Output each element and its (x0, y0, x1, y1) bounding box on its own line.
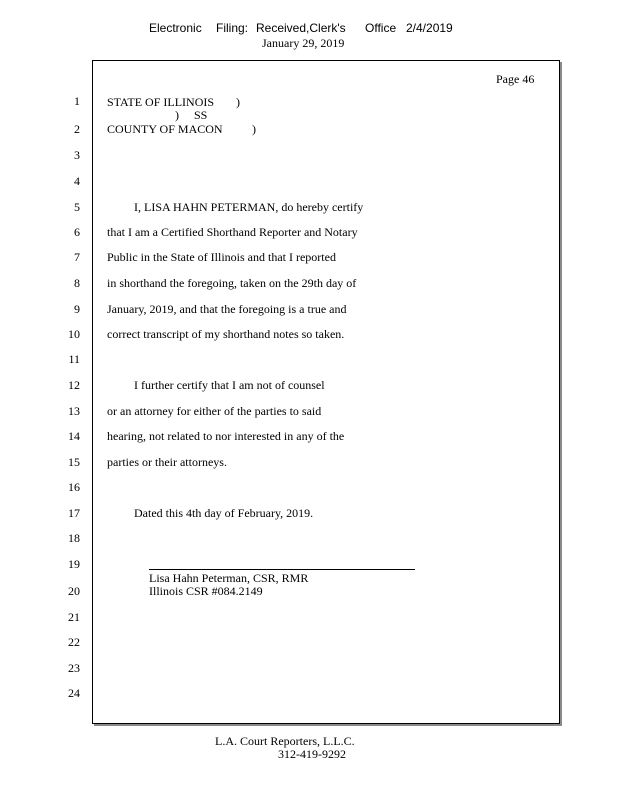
caption-paren: ) (236, 95, 240, 109)
line-number: 3 (74, 148, 80, 162)
line-number: 5 (74, 200, 80, 214)
certificate-line: correct transcript of my shorthand notes so taken. (107, 327, 345, 341)
certificate-line: January, 2019, and that the foregoing is a true and (107, 302, 347, 316)
line-number: 1 (74, 94, 80, 108)
line-number: 14 (68, 429, 80, 443)
transcript-date: January 29, 2019 (262, 36, 345, 50)
filing-stamp-date: 2/4/2019 (406, 21, 453, 35)
signer-name: Lisa Hahn Peterman, CSR, RMR (149, 571, 309, 585)
certificate-line: that I am a Certified Shorthand Reporter and Notary (107, 225, 358, 239)
filing-stamp-office: Office (365, 21, 397, 35)
line-number: 12 (68, 378, 80, 392)
line-number: 4 (74, 174, 80, 188)
certificate-line: hearing, not related to nor interested in any of the (107, 429, 345, 443)
line-number: 22 (68, 635, 80, 649)
signature-line (149, 569, 415, 570)
certificate-line: Dated this 4th day of February, 2019. (134, 506, 314, 520)
line-number: 6 (74, 225, 80, 239)
line-number: 16 (68, 480, 80, 494)
certificate-line: or an attorney for either of the parties to said (107, 404, 322, 418)
line-number: 23 (68, 661, 80, 675)
filing-stamp-filing: Filing: (216, 21, 249, 35)
line-number: 15 (68, 455, 80, 469)
certificate-line: parties or their attorneys. (107, 455, 227, 469)
line-number: 10 (68, 327, 80, 341)
line-number: 7 (74, 250, 80, 264)
line-number: 11 (68, 352, 80, 366)
caption-paren: ) (252, 122, 256, 136)
footer-phone: 312-419-9292 (278, 747, 346, 761)
certificate-line: I, LISA HAHN PETERMAN, do hereby certify (134, 200, 364, 214)
line-number: 24 (68, 686, 80, 700)
caption-state: STATE OF ILLINOIS (107, 95, 215, 109)
line-number: 9 (74, 302, 80, 316)
line-number: 19 (68, 557, 80, 571)
caption-ss: ) SS (175, 108, 208, 122)
line-number: 21 (68, 610, 80, 624)
line-number: 18 (68, 531, 80, 545)
signer-license: Illinois CSR #084.2149 (149, 584, 263, 598)
line-number: 13 (68, 404, 80, 418)
line-number: 8 (74, 276, 80, 290)
filing-stamp-received: Received,Clerk's (256, 21, 346, 35)
page-number-label: Page 46 (496, 72, 535, 86)
line-number: 20 (68, 584, 80, 598)
caption-county: COUNTY OF MACON (107, 122, 223, 136)
certificate-line: I further certify that I am not of counsel (134, 378, 325, 392)
footer-company: L.A. Court Reporters, L.L.C. (215, 734, 355, 748)
certificate-line: in shorthand the foregoing, taken on the 29th day of (107, 276, 357, 290)
line-number: 2 (74, 122, 80, 136)
certificate-line: Public in the State of Illinois and that I reported (107, 250, 336, 264)
filing-stamp-electronic: Electronic (149, 21, 202, 35)
line-number: 17 (68, 506, 80, 520)
